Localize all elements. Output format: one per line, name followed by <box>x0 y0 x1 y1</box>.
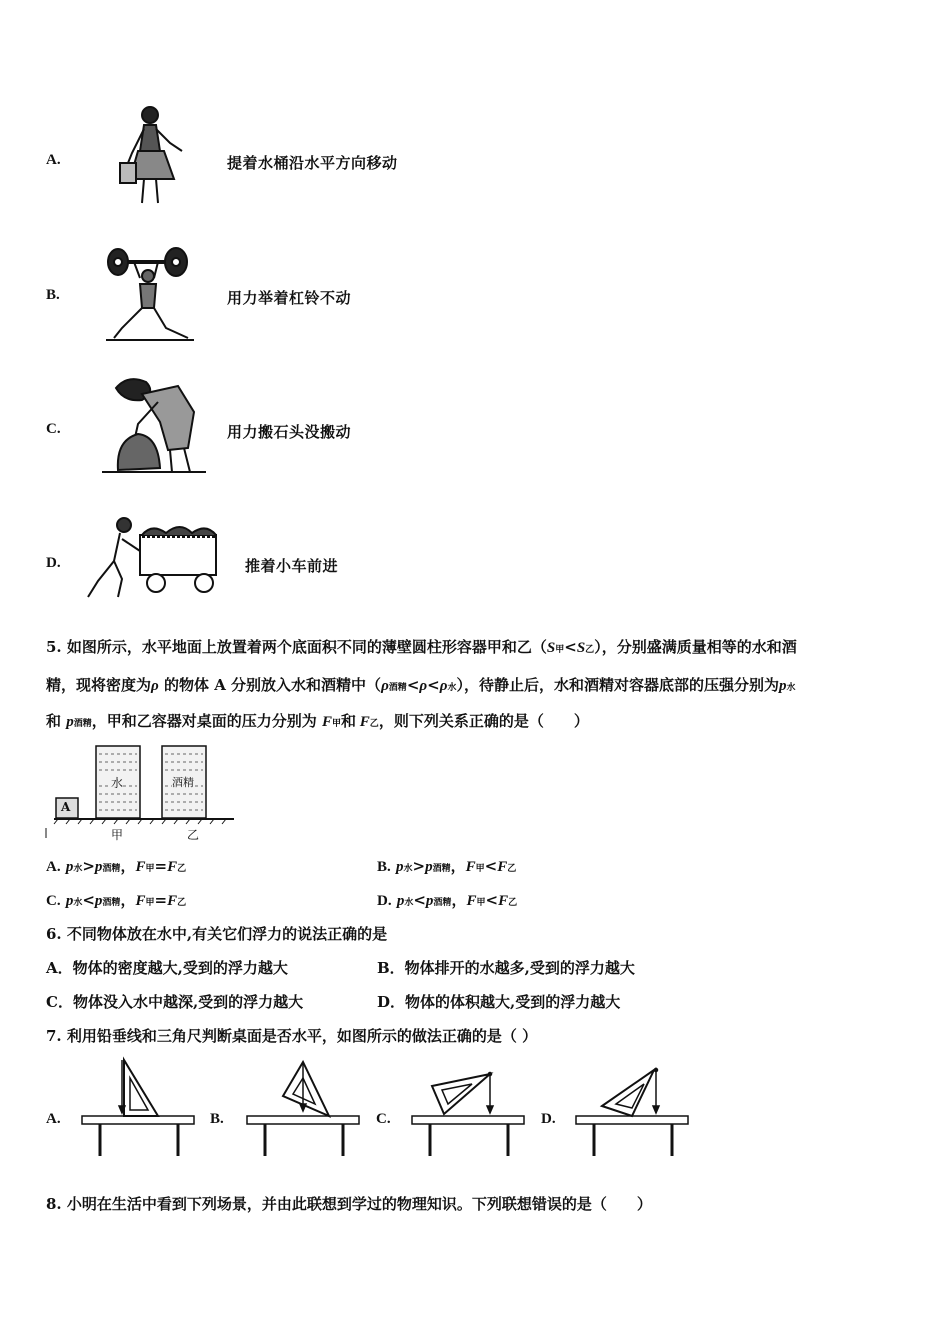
q6-option-c: C．物体没入水中越深,受到的浮力越大 <box>46 993 304 1011</box>
q7-figure-d <box>572 1056 692 1160</box>
weightlifter-icon <box>104 244 196 344</box>
alcohol-label: 酒精 <box>172 776 194 789</box>
person-pushing-cart-icon <box>82 515 222 603</box>
q5-stem-line-1: 5. 如图所示，水平地面上放置着两个底面积不同的薄壁圆柱形容器甲和乙（S甲<S乙），分别盛满质量相等的水和酒 <box>46 638 797 656</box>
q6-option-b: B．物体排开的水越多,受到的浮力越大 <box>377 959 635 977</box>
option-caption: 推着小车前进 <box>245 557 339 575</box>
q7-label-a: A. <box>46 1111 61 1127</box>
q6-option-d: D．物体的体积越大,受到的浮力越大 <box>377 993 621 1011</box>
q7-figure-c <box>408 1056 528 1160</box>
q5-stem-line-3: 和 p酒精，甲和乙容器对桌面的压力分别为 F甲和 F乙，则下列关系正确的是（ ） <box>46 712 589 730</box>
q6-stem: 6. 不同物体放在水中,有关它们浮力的说法正确的是 <box>46 925 388 943</box>
q5-option-d: D. p水<p酒精，F甲<F乙 <box>377 891 518 909</box>
option-caption: 提着水桶沿水平方向移动 <box>227 154 398 172</box>
block-label: A <box>61 800 71 814</box>
q7-label-c: C. <box>376 1111 391 1127</box>
q7-stem: 7. 利用铅垂线和三角尺判断桌面是否水平，如图所示的做法正确的是（ ） <box>46 1027 538 1045</box>
option-caption: 用力举着杠铃不动 <box>227 289 352 307</box>
water-label: 水 <box>111 776 124 790</box>
q5-option-c: C. p水<p酒精，F甲=F乙 <box>46 891 187 909</box>
q6-option-a: A．物体的密度越大,受到的浮力越大 <box>46 959 288 977</box>
q5-option-b: B. p水>p酒精，F甲<F乙 <box>377 857 517 875</box>
q5-containers-figure <box>44 740 244 844</box>
container-jia-label: 甲 <box>111 828 124 842</box>
containers-drawing <box>44 740 244 844</box>
q7-label-b: B. <box>210 1111 224 1127</box>
person-lifting-stone-icon <box>98 372 208 477</box>
woman-carrying-bucket-icon <box>108 103 188 208</box>
q7-figure-a <box>78 1056 198 1160</box>
q7-label-d: D. <box>541 1111 556 1127</box>
option-label: A. <box>46 152 61 168</box>
q8-stem: 8. 小明在生活中看到下列场景，并由此联想到学过的物理知识。下列联想错误的是（ ） <box>46 1195 652 1213</box>
q5-option-a: A. p水>p酒精，F甲=F乙 <box>46 857 187 875</box>
q5-stem-line-2: 精，现将密度为ρ 的物体 A 分别放入水和酒精中（ρ酒精<ρ<ρ水），待静止后，水和酒精对容器底部的压强分别为p水 <box>46 676 796 694</box>
q7-figure-b <box>243 1056 363 1160</box>
option-label: C. <box>46 421 61 437</box>
container-yi-label: 乙 <box>187 828 200 842</box>
option-caption: 用力搬石头没搬动 <box>227 423 352 441</box>
option-label: B. <box>46 287 60 303</box>
option-label: D. <box>46 555 61 571</box>
